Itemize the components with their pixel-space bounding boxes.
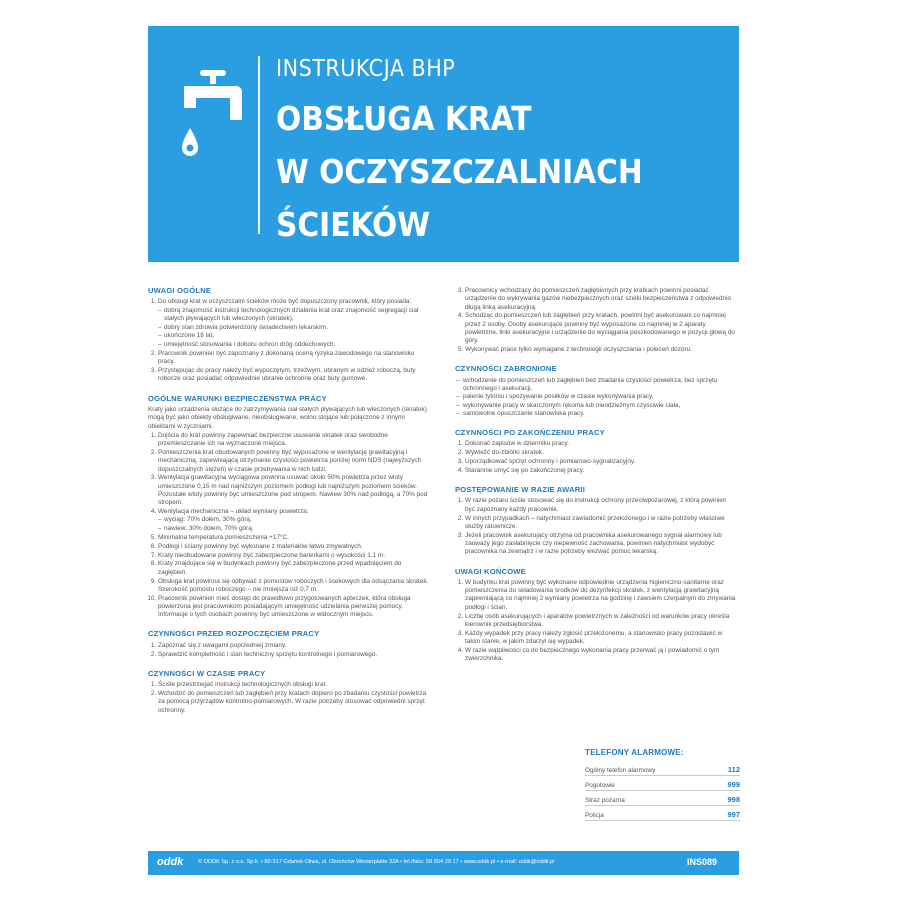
section-heading: CZYNNOŚCI ZABRONIONE	[455, 364, 557, 374]
list-item: 1. Do obsługi krat w oczyszczalni ścieków może być dopuszczony pracownik, który posiada: – dobrą znajomość instrukcji technologicznych działania krat oraz znajomość segregacji ciał stałych pływających lub wleczonych (skratek), – dobry stan zdrowia potwierdzony świadectwem lekarskim, – ukończone 18 lat, – umiejętność stosowania i doboru ochron dróg oddechowych.	[158, 298, 431, 349]
footer-bar	[148, 851, 739, 875]
table-row	[585, 806, 740, 821]
header-banner	[148, 26, 739, 262]
section-heading: CZYNNOŚCI PO ZAKOŃCZENIU PRACY	[455, 428, 605, 438]
list-item: – dobrą znajomość instrukcji technologicznych działania krat oraz znajomość segregacji ciał stałych pływających lub wleczonych (skratek),	[164, 307, 431, 324]
list-item: 1. Ściśle przestrzegać instrukcji technologicznych obsługi krat.	[158, 681, 431, 689]
list-item: 2. W innych przypadkach – natychmiast zawiadomić przełożonego i w razie potrzeby właściwe służby ratownicze.	[465, 515, 738, 532]
right-column	[455, 287, 738, 674]
list-item: – wykonywanie pracy w skarczonym rękoma lub nieodzieżnym czyściwie ciała,	[463, 402, 738, 410]
section-during-work	[148, 670, 431, 715]
alarm-number: 997	[727, 810, 740, 819]
section-emergency	[455, 486, 738, 556]
document-code: INS089	[686, 857, 717, 867]
alarm-number: 999	[727, 780, 740, 789]
list-item: – wchodzenie do pomieszczeń lub zagłębień bez zbadania czystości powietrza, bez sprzętu ochronnego i asekuracji,	[463, 377, 738, 394]
list-item: 5. Wykonywać prace tylko wymagane z technologii oczyszczania i poleceń dozoru.	[465, 346, 738, 354]
title-line-3: ŚCIEKÓW	[276, 205, 431, 244]
list-item: 3. Każdy wypadek przy pracy należy zgłosić przełożonemu, a stanowisko pracy pozostawić w takim stanie, w jakim zdarzył się wypadek.	[465, 630, 738, 647]
section-heading: UWAGI OGÓLNE	[148, 286, 212, 295]
poster-title	[276, 92, 643, 251]
list-item: – ukończone 18 lat,	[164, 332, 431, 340]
section-final-remarks	[455, 568, 738, 664]
list-item: 2. Wchodzić do pomieszczeń lub zagłębień przy kratach dopiero po zbadaniu czystości powietrza za pomocą przyrządów kontrolno-pomiarowych. W razie potrzeby stosować odpowiedni sprzęt ochronny.	[158, 690, 431, 715]
footer-contact-text: © ODDK Sp. z o.o. Sp.k. • 80-317 Gdańsk-Oliwa, ul. Obrońców Westerplatte 32A • tel./faks: 58 554 29 17 • www.oddk.pl • e-mail: oddk@oddk.pl	[198, 859, 555, 865]
list-item: 3. Jeżeli pracownik asekurujący otrzyma od pracownika asekurowanego sygnał alarmowy lub zauważy jego zasłabnięcie czy niepewność zachowania, powinien natychmiast wydobyć pracownika na zewnątrz i w razie potrzeby wezwać pomoc lekarską.	[465, 532, 738, 557]
list-item: 2. Pracownik powinien być zapoznany z dokonaną oceną ryzyka zawodowego na stanowisku pracy.	[158, 350, 431, 367]
section-after-work	[455, 429, 738, 475]
list-item: 4. Wentylacja mechaniczna – układ wymiany powietrza: – wyciąg: 70% dołem, 30% górą, – nawiew: 30% dołem, 70% górą.	[158, 508, 431, 533]
table-row	[585, 791, 740, 806]
list-item: 1. W budynku krat powinny być wykonane odpowiednie urządzenia higieniczno-sanitarne oraz pomieszczenia do składowania środków do dezynfekcji skratek, z wentylacją grawitacyjną zapewniającą co najmniej 2 wymiany powietrza na godzinę i zawsiem czerpalnym do zmywania podłogi i ścian.	[465, 579, 738, 612]
instruction-poster	[148, 26, 739, 876]
list-item: 3. Wentylacja grawitacyjna wyciągowa powinna usuwać około 50% powietrza przez wloty umieszczone 0,15 m nad najniższym poziomem podłogi lub najniższym poziomem ścieków. Pozostałe wloty powinny być umieszczone pod stropem. Nawiew 30% nad podłogą, a 70% pod stropem.	[158, 474, 431, 507]
section-heading: POSTĘPOWANIE W RAZIE AWARII	[455, 485, 585, 495]
table-row	[585, 761, 740, 776]
list-item: – palenie tytoniu i spożywanie posiłków w czasie wykonywania pracy,	[463, 393, 738, 401]
section-heading: OGÓLNE WARUNKI BEZPIECZEŃSTWA PRACY	[148, 393, 327, 403]
alarm-phones-table	[585, 748, 740, 821]
company-logo: oddk	[157, 856, 184, 868]
section-prohibited	[455, 365, 738, 418]
section-during-work-continued	[455, 287, 738, 354]
alarm-label: Policja	[585, 812, 604, 819]
title-line-1: OBSŁUGA KRAT	[276, 99, 532, 138]
alarm-label: Pogotowie	[585, 782, 615, 789]
section-general-remarks	[148, 287, 431, 384]
list-item: 4. Schodząc do pomieszczeń lub zagłębień przy kratach, powinni być asekurowani co najmniej przez 2 osoby. Osoby asekurujące powinny być wyposażone co najmniej w 2 aparaty powietrzne, linki asekuracyjne i urządzenie do wyciągania poszkodowanego w pozycji głową do góry.	[465, 312, 738, 345]
table-row	[585, 776, 740, 791]
list-item: 3. Przystępując do pracy należy być wypoczętym, trzeźwym, ubranym w odzież roboczą, buty robocze oraz posiadać odpowiednie ubranie ochronne oraz buty gumowe.	[158, 367, 431, 384]
title-line-2: W OCZYSZCZALNIACH	[276, 152, 643, 191]
list-item: – samowolne opuszczanie stanowiska pracy.	[463, 410, 738, 418]
list-item: – wyciąg: 70% dołem, 30% górą,	[164, 516, 431, 524]
list-item: 2. Sprawdzić kompletność i stan techniczny sprzętu kontrolnego i pomiarowego.	[158, 651, 431, 659]
list-item: 5. Minimalna temperatura pomieszczenia +17°C.	[158, 534, 431, 542]
list-item: – umiejętność stosowania i doboru ochron dróg oddechowych.	[164, 341, 431, 349]
alarm-heading: TELEFONY ALARMOWE:	[585, 748, 684, 757]
list-item: – nawiew: 30% dołem, 70% górą.	[164, 525, 431, 533]
poster-subtitle: INSTRUKCJA BHP	[276, 56, 456, 82]
list-item: 4. Starannie umyć się po zakończonej pracy.	[465, 467, 738, 475]
list-item: – dobry stan zdrowia potwierdzony świadectwem lekarskim,	[164, 324, 431, 332]
water-tap-icon	[178, 64, 248, 164]
header-divider	[258, 56, 260, 234]
section-before-work	[148, 630, 431, 658]
list-item: 1. W razie pożaru ściśle stosować się do instrukcji ochrony przeciwpożarowej, z którą powinien być zapoznany każdy pracownik.	[465, 497, 738, 514]
list-item: 7. Kraty nieobudowane powinny być zabezpieczone barierkami o wysokości 1,1 m.	[158, 552, 431, 560]
section-heading: CZYNNOŚCI W CZASIE PRACY	[148, 668, 266, 678]
list-item: 1. Dokonać zapisów w dzienniku pracy.	[465, 440, 738, 448]
list-item: 2. Pomieszczenia krat obudowanych powinny być wyposażone w wentylację grawitacyjną i mechaniczną, zapewniającą utrzymanie czystości powietrza poniżej norm NDS (najwyższych dopuszczalnych stężeń) w czasie przebywania w nich ludzi.	[158, 449, 431, 474]
list-item: 2. Liczbę osób asekurujących i aparatów powietrznych w zależności od warunków pracy określa kierownik przedsiębiorstwa.	[465, 613, 738, 630]
section-heading: CZYNNOŚCI PRZED ROZPOCZĘCIEM PRACY	[148, 629, 320, 639]
list-item: 9. Obsługa krat powinna się odbywać z pomostów roboczych i ścekowych dla odsączania skratek. Szerokość pomostu roboczego – nie mniejsza niż 0,7 m.	[158, 578, 431, 595]
alarm-number: 998	[727, 795, 740, 804]
section-intro: Kraty jako urządzenia służące do zatrzymywania ciał stałych pływających lub wleczonych (skratek) mogą być jako obiekty obsługiwane, nieobsługiwane, wolno stojące lub połączone z innymi obiektami w zyczniami.	[148, 406, 427, 430]
list-item: 3. Pracownicy wchodzący do pomieszczeń zagłębionych przy kratkach powinni posiadać urządzenie do wykrywania gazów niebezpiecznych oraz szelki bezpieczeństwa z odpowiednio długą linką asekuracyjną.	[465, 287, 738, 312]
section-safety-conditions	[148, 395, 431, 620]
alarm-label: Ogólny telefon alarmowy	[585, 767, 656, 774]
list-item: 1. Zapoznać się z uwagami poprzedniej zmiany.	[158, 642, 431, 650]
list-item: 1. Dojścia do krat powinny zapewniać bezpieczne usuwanie skratek oraz swobodne przemieszczanie ich na wyznaczone miejsca.	[158, 432, 431, 449]
alarm-number: 112	[727, 765, 740, 774]
list-item: 2. Wywieźć do-zbiórki skratek.	[465, 449, 738, 457]
list-item: 3. Uporządkować sprzęt ochronny i pomiarowo-sygnalizacyjny.	[465, 458, 738, 466]
list-item: 4. W razie wątpliwości co do bezpiecznego wykonania pracy przerwać ją i powiadomić o tym zwierzchnika.	[465, 647, 738, 664]
alarm-label: Straż pożarna	[585, 797, 625, 804]
list-item: 6. Podłogi i ściany powinny być wykonane z materiałów łatwo zmywalnych.	[158, 543, 431, 551]
section-heading: UWAGI KOŃCOWE	[455, 566, 526, 576]
list-item: 10. Pracownik powinien mieć dostęp do prawidłowo przygotowanych apteczek, która obsługa powierzona jest pracownikom posiadającym umiejętność udzielania pierwszej pomocy. Informacje o tych osobach powinny być umieszczone w widocznym miejscu.	[158, 595, 431, 620]
list-item: 8. Kraty znajdujące się w budynkach powinny być zabezpieczone przed wpadnięciem do zagłębień.	[158, 560, 431, 577]
left-column	[148, 287, 431, 726]
